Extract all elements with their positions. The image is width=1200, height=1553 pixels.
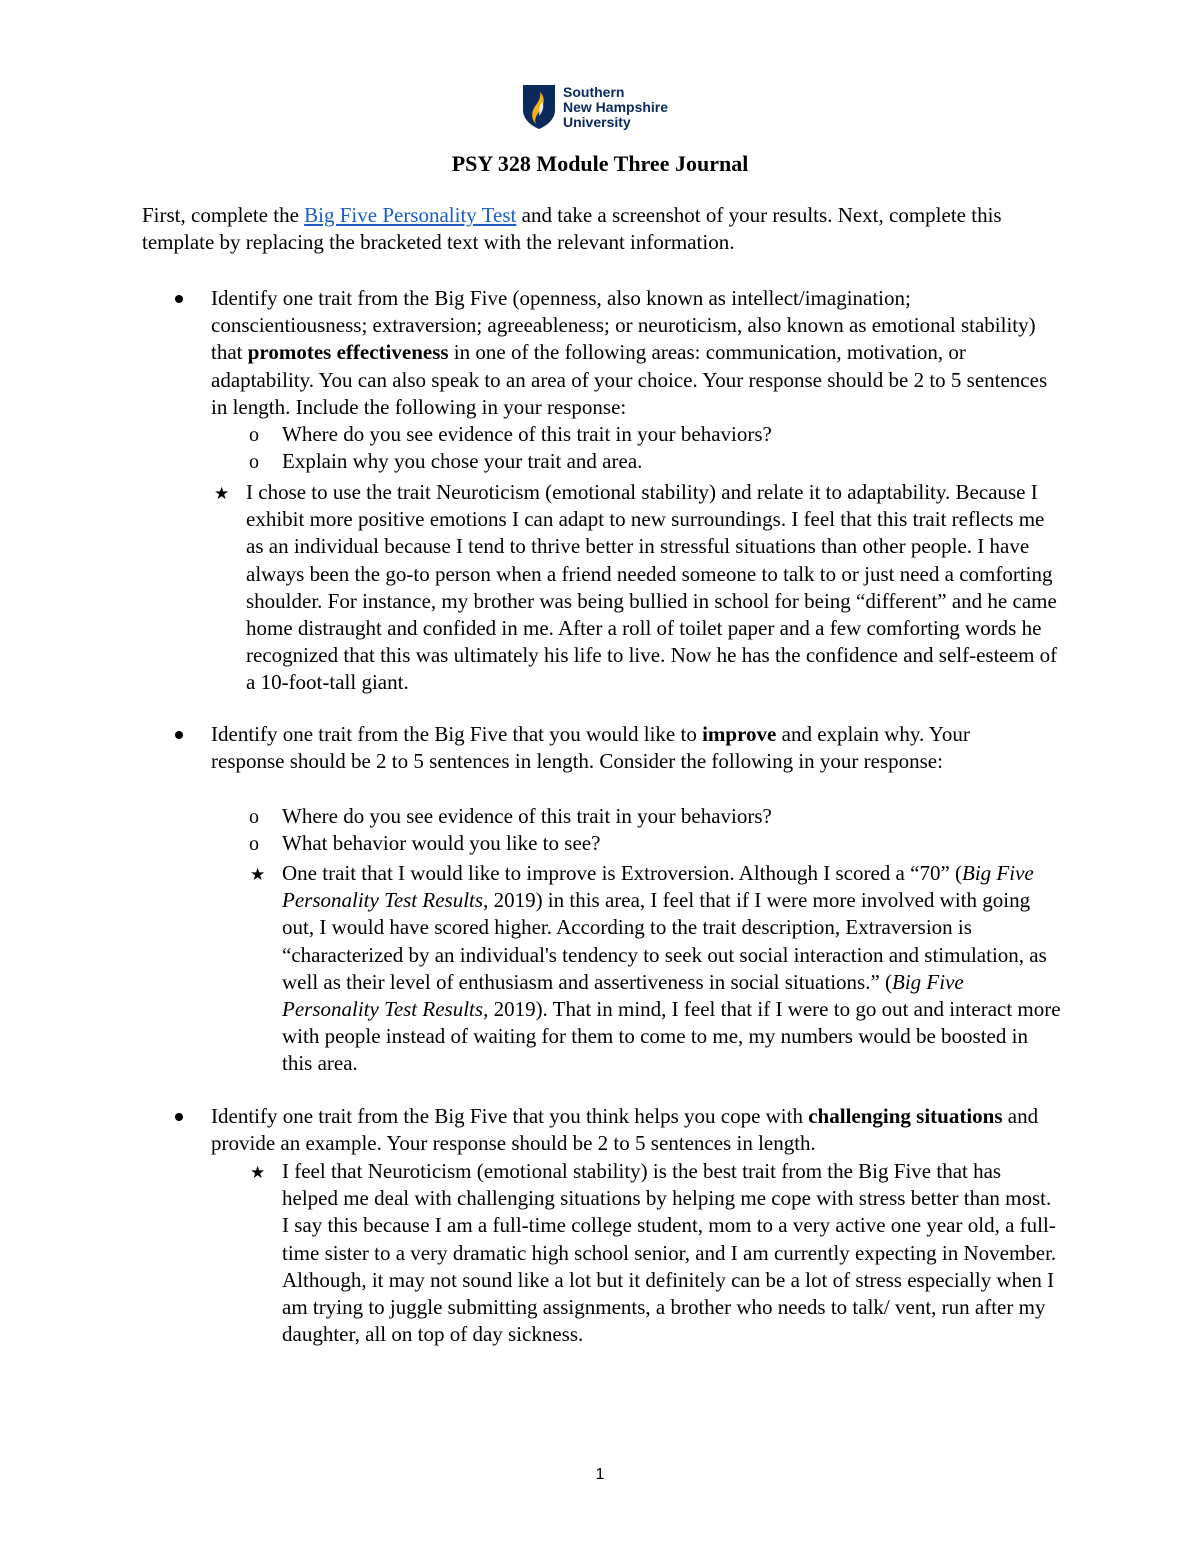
section1-prompt bbox=[211, 285, 1061, 421]
star-bullet-icon: ★ bbox=[250, 1163, 266, 1182]
bullet-icon bbox=[175, 1113, 183, 1121]
snhu-logo bbox=[522, 84, 668, 130]
section3-prompt bbox=[211, 1103, 1061, 1157]
section3-answer: I feel that Neuroticism (emotional stability) is the best trait from the Big Five that has helped me deal with challenging situations by helping me cope with stress better than most. I say this because I am a full-time college student, mom to a very active one year old, a full-time sister to a very dramatic high school senior, and I am currently expecting in November. Although, it may not sound like a lot but it definitely can be a lot of stress especially when I am trying to juggle submitting assignments, a brother who needs to talk/ vent, run after my daughter, all on top of day sickness. bbox=[282, 1159, 1057, 1347]
section1-answer: I chose to use the trait Neuroticism (emotional stability) and relate it to adaptability. Because I exhibit more positive emotions I can adapt to new surroundings. I feel that this trait reflects me as an individual because I tend to thrive better in stressful situations than other people. I have always been the go-to person when a friend needed someone to talk to or just need a comforting shoulder. For instance, my brother was being bullied in school for being “different” and he came home distraught and confided in me. After a roll of toilet paper and a few comforting words he recognized that this was ultimately his life to live. Now he has the confidence and self-esteem of a 10-foot-tall giant. bbox=[246, 480, 1058, 695]
sub-bullet-icon: o bbox=[249, 806, 259, 828]
page-title: PSY 328 Module Three Journal bbox=[451, 151, 749, 176]
section2-answer-1: One trait that I would like to improve is Extroversion. Although I scored a “70” ( bbox=[282, 861, 963, 885]
section3-prompt-b: and provide an example. Your response should be 2 to 5 sentences in length. bbox=[211, 1104, 1039, 1156]
shield-flame-icon bbox=[522, 84, 556, 130]
section2-prompt bbox=[211, 721, 1041, 775]
sub-bullet-icon: o bbox=[249, 451, 259, 473]
logo-line-1: Southern bbox=[563, 83, 625, 100]
section2-sub1: Where do you see evidence of this trait in your behaviors? bbox=[282, 804, 772, 828]
logo-line-3: University bbox=[563, 113, 631, 130]
star-bullet-icon: ★ bbox=[250, 865, 266, 884]
citation: Big Five Personality Test Results bbox=[282, 969, 964, 1022]
section1-prompt-b: in one of the following areas: communication, motivation, or adaptability. You can also speak to an area of your choice. Your response should be 2 to 5 sentences in length. Include the following in your response: bbox=[211, 340, 1048, 419]
bullet-icon bbox=[175, 731, 183, 739]
section2-answer bbox=[282, 860, 1062, 1078]
section1-prompt-a: Identify one trait from the Big Five (openness, also known as intellect/imagination; conscientiousness; extraversion; agreeableness; or neuroticism, also known as emotional stability) that bbox=[211, 286, 1036, 365]
intro-paragraph bbox=[142, 202, 1062, 256]
section2-answer-2: , 2019) in this area, I feel that if I were more involved with going out, I would have scored higher. According to the trait description, Extraversion is “characterized by an individual's tendency to seek out social interaction and stimulation, as well as their level of enthusiasm and assertiveness in social situations.” ( bbox=[282, 888, 1047, 994]
section2-prompt-bold: improve bbox=[702, 722, 777, 746]
section1-prompt-bold: promotes effectiveness bbox=[247, 340, 449, 365]
logo-line-2: New Hampshire bbox=[563, 98, 669, 115]
section1-sub2: Explain why you chose your trait and area. bbox=[282, 449, 643, 473]
citation: Big Five Personality Test Results bbox=[282, 861, 1034, 913]
page-number: 1 bbox=[595, 1466, 605, 1483]
section3-prompt-bold: challenging situations bbox=[808, 1104, 1003, 1128]
section2-answer-3: , 2019). That in mind, I feel that if I were to go out and interact more with people instead of waiting for them to come to me, my numbers would be boosted in this area. bbox=[282, 997, 1061, 1076]
intro-text-before: First, complete the bbox=[142, 203, 305, 227]
sub-bullet-icon: o bbox=[249, 833, 259, 855]
intro-text-after: and take a screenshot of your results. Next, complete this template by replacing the bracketed text with the relevant information. bbox=[142, 203, 1002, 255]
section2-sub2: What behavior would you like to see? bbox=[282, 831, 601, 855]
logo-wordmark bbox=[563, 85, 668, 130]
section3-prompt-a: Identify one trait from the Big Five that you think helps you cope with bbox=[211, 1104, 809, 1128]
big-five-test-link[interactable]: Big Five Personality Test bbox=[304, 203, 517, 227]
section2-prompt-b: and explain why. Your response should be 2 to 5 sentences in length. Consider the following in your response: bbox=[211, 722, 970, 774]
bullet-icon bbox=[175, 295, 183, 303]
star-bullet-icon: ★ bbox=[214, 484, 230, 503]
section1-sub1: Where do you see evidence of this trait in your behaviors? bbox=[282, 422, 772, 446]
sub-bullet-icon: o bbox=[249, 424, 259, 446]
section2-prompt-a: Identify one trait from the Big Five that you would like to bbox=[211, 722, 703, 746]
